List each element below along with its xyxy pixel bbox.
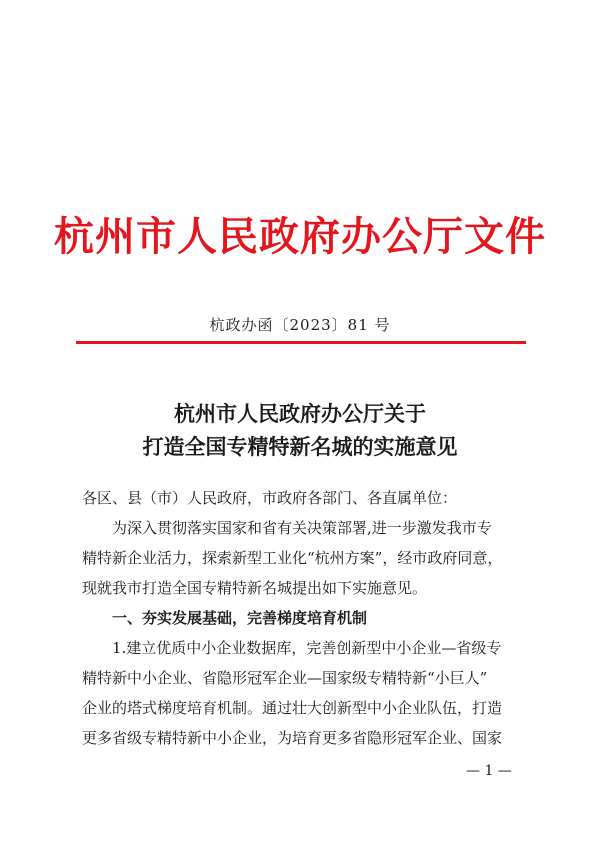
paragraph-line: 现就我市打造全国专精特新名城提出如下实施意见。 <box>82 579 428 597</box>
page-number: — 1 — <box>466 763 512 779</box>
section-heading: 一、夯实发展基础，完善梯度培育机制 <box>112 609 368 627</box>
document-title-line-1: 杭州市人民政府办公厅关于 <box>174 401 426 426</box>
salutation: 各区、县（市）人民政府，市政府各部门、各直属单位： <box>82 489 458 507</box>
red-divider-line <box>76 341 526 344</box>
paragraph-line: 1.建立优质中小企业数据库，完善创新型中小企业—省级专 <box>112 639 502 657</box>
paragraph-line: 更多省级专精特新中小企业，为培育更多省隐形冠军企业、国家 <box>82 729 503 747</box>
paragraph-intro <box>82 513 522 603</box>
paragraph-line: 为深入贯彻落实国家和省有关决策部署,进一步激发我市专 <box>112 519 492 537</box>
paragraph-item-1 <box>82 633 522 753</box>
paragraph-line: 企业的塔式梯度培育机制。通过壮大创新型中小企业队伍，打造 <box>82 699 503 717</box>
document-masthead: 杭州市人民政府办公厅文件 <box>54 213 546 260</box>
paragraph-line: 精特新中小企业、省隐形冠军企业—国家级专精特新“小巨人” <box>82 669 488 687</box>
document-number: 杭政办函〔2023〕81 号 <box>209 316 391 334</box>
document-title-line-2: 打造全国专精特新名城的实施意见 <box>142 434 458 459</box>
paragraph-line: 精特新企业活力，探索新型工业化“杭州方案”，经市政府同意， <box>82 549 503 567</box>
